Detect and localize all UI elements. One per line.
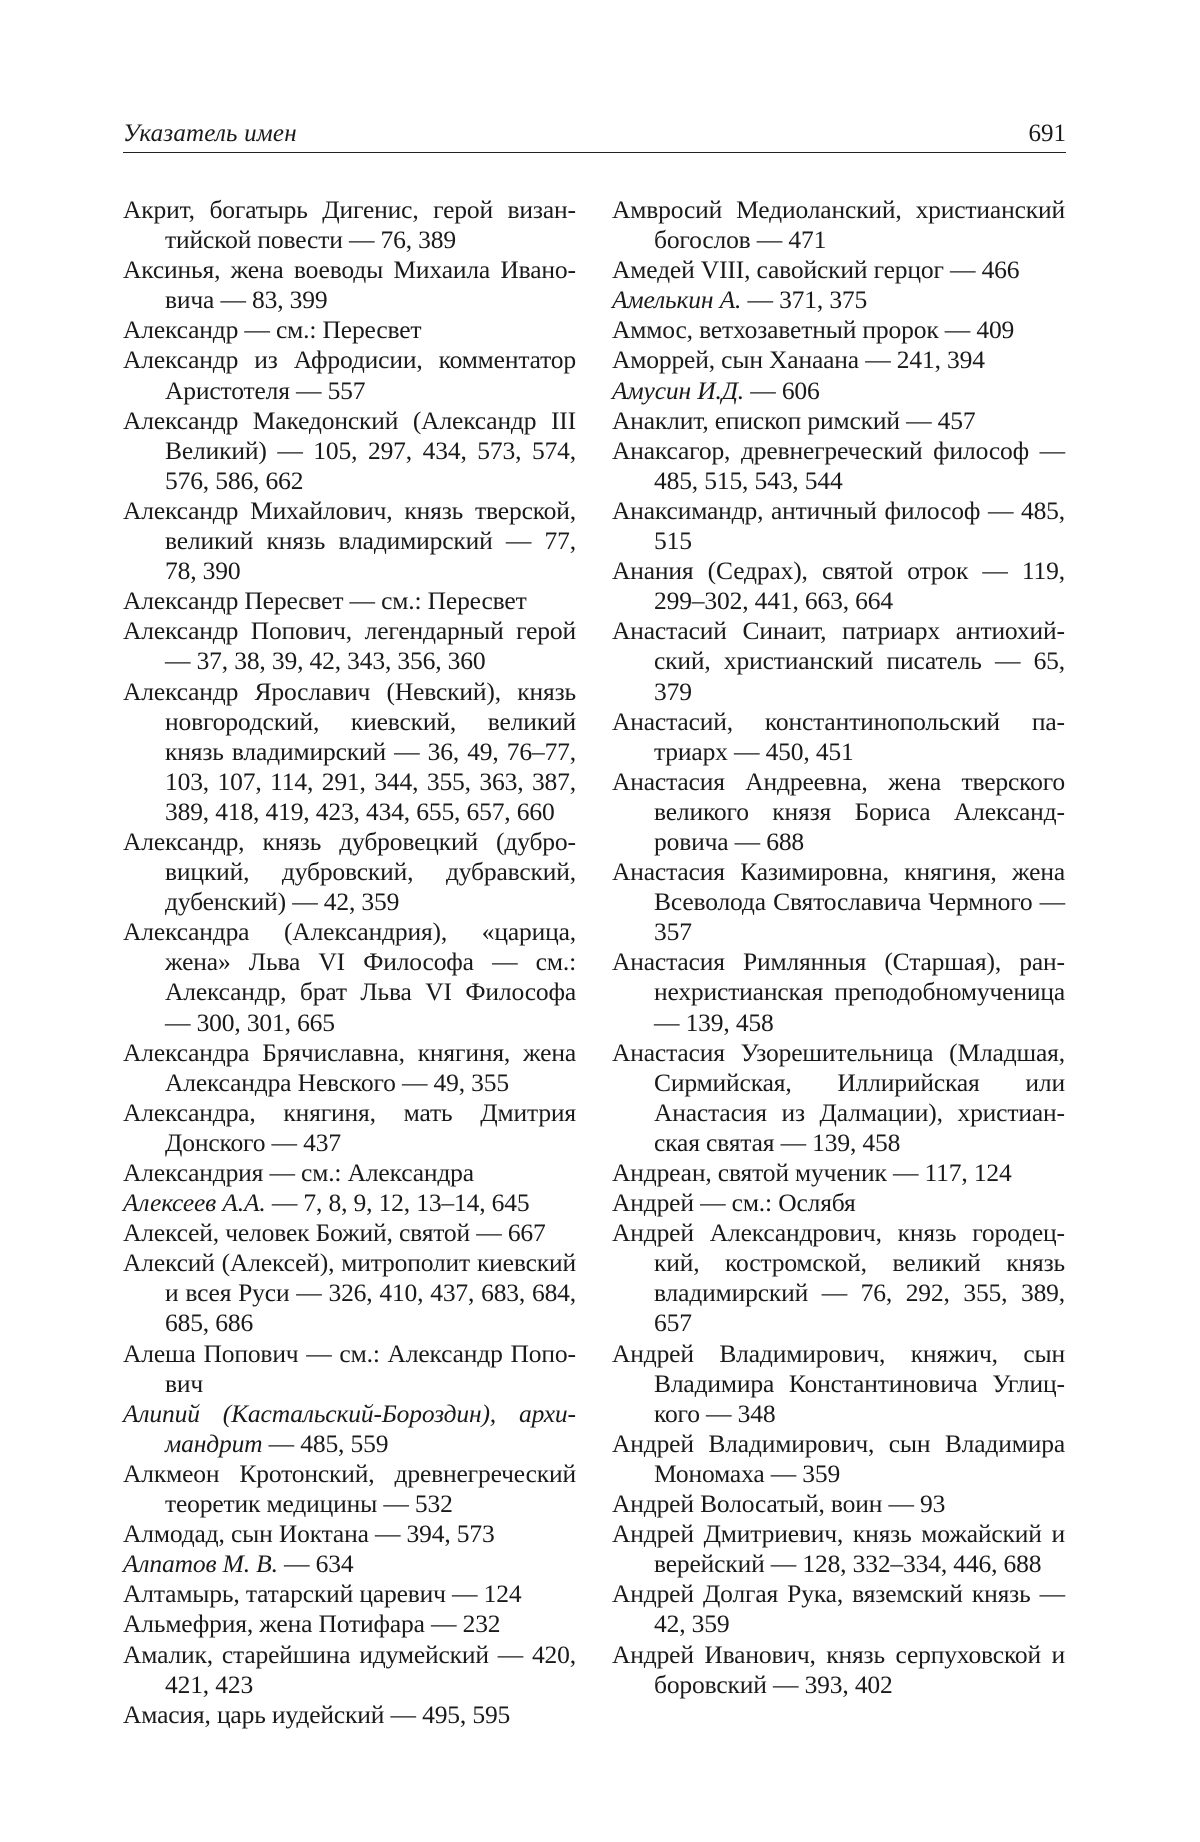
index-entry — [612, 315, 1065, 345]
index-entry-text: Андрей Александрович, князь городецкий, костромской, великий князь владимирский — 76, 292, 355, 389, 657 — [612, 1218, 1065, 1338]
index-entry — [123, 1248, 576, 1338]
index-entry — [123, 406, 576, 496]
index-entry — [123, 255, 576, 315]
index-entry — [123, 1158, 576, 1188]
index-entry — [123, 586, 576, 616]
index-entry — [612, 616, 1065, 706]
index-entry — [612, 767, 1065, 857]
index-entry-text: Аморрей, сын Ханаана — 241, 394 — [612, 345, 985, 375]
index-entry — [612, 1158, 1065, 1188]
index-entry-text: — 634 — [277, 1549, 354, 1579]
index-entry — [612, 1489, 1065, 1519]
index-entry-text: Анаксимандр, античный философ — 485, 515 — [612, 495, 1065, 556]
index-entry-text: — 606 — [744, 375, 820, 405]
index-entry — [123, 496, 576, 586]
index-entry-text: Андрей Владимирович, сын Владимира Мономаха — 359 — [612, 1428, 1065, 1488]
index-entry — [123, 315, 576, 345]
index-entry — [612, 1640, 1065, 1700]
index-entry-text: Александр Попович, легендарный герой — 37, 38, 39, 42, 343, 356, 360 — [123, 616, 576, 676]
index-entry — [612, 1218, 1065, 1338]
index-entry-author-name: Алипий (Кастальский-Бороздин), архимандрит — [123, 1398, 576, 1458]
page-number: 691 — [1028, 120, 1066, 147]
index-entry — [123, 1579, 576, 1609]
index-entry — [612, 345, 1065, 375]
index-entry-text: Александр Ярославич (Невский), князь новгородский, киевский, великий князь владимирский — 36, 49, 76–77, 103, 107, 114, 291, 344, 355, 363, 387, 389, 418, 419, 423, 434, 655, 657, 660 — [123, 676, 576, 826]
index-entry — [612, 195, 1065, 255]
index-entry-text: Амедей VIII, савойский герцог — 466 — [612, 255, 1020, 285]
index-entry-text: Алкмеон Кротонский, древнегреческий теоретик медицины — 532 — [123, 1458, 576, 1519]
index-entry-author-name: Алпатов М. В. — [123, 1549, 278, 1579]
index-entry — [123, 1609, 576, 1639]
index-entry — [123, 1038, 576, 1098]
index-entry-text: Анания (Седрах), святой отрок — 119, 299–302, 441, 663, 664 — [612, 556, 1065, 616]
index-entry-author-name: Алексеев А.А. — [123, 1188, 266, 1218]
index-column-left — [123, 195, 576, 1730]
index-entry — [612, 556, 1065, 616]
index-entry-author-name: Амелькин А. — [612, 285, 742, 315]
index-entry — [123, 1399, 576, 1459]
index-entry-text: Анаклит, епископ римский — 457 — [612, 405, 976, 435]
index-entry — [123, 1188, 576, 1218]
index-entry — [123, 616, 576, 676]
index-entry — [612, 1339, 1065, 1429]
index-entry-text: Анастасия Римлянныя (Старшая), раннехристианская преподобномученица — 139, 458 — [612, 947, 1065, 1037]
index-entry — [123, 1519, 576, 1549]
index-entry-text: Анастасия Казимировна, княгиня, жена Всеволода Святославича Чермного — 357 — [612, 857, 1065, 947]
index-entry — [612, 947, 1065, 1037]
index-entry — [612, 255, 1065, 285]
index-entry-text: Александрия — см.: Александра — [123, 1158, 474, 1187]
index-entry-text: Амалик, старейшина идумейский — 420, 421, 423 — [123, 1639, 576, 1699]
index-entry-text: Амвросий Медиоланский, христианский богослов — 471 — [612, 195, 1065, 255]
index-entry-text: Анаксагор, древнегреческий философ — 485, 515, 543, 544 — [612, 435, 1065, 495]
index-entry-text: Анастасий Синаит, патриарх антиохийский, христианский писатель — 65, 379 — [612, 616, 1065, 706]
index-entry — [612, 406, 1065, 436]
index-entry-text: Александр Македонский (Александр III Великий) — 105, 297, 434, 573, 574, 576, 586, 662 — [123, 405, 576, 495]
index-entry-text: Алексий (Алексей), митрополит киевский и всея Руси — 326, 410, 437, 683, 684, 685, 686 — [123, 1248, 576, 1338]
index-entry — [123, 195, 576, 255]
index-entry-text: Анастасия Андреевна, жена тверского великого князя Бориса Александровича — 688 — [612, 766, 1065, 856]
index-entry — [612, 707, 1065, 767]
index-entry — [123, 1218, 576, 1248]
index-entry-text: Анастасий, константинопольский патриарх — 450, 451 — [612, 706, 1065, 766]
index-entry — [123, 827, 576, 917]
index-entry-text: Алтамырь, татарский царевич — 124 — [123, 1579, 522, 1609]
index-entry-text: — 371, 375 — [741, 285, 868, 315]
index-entry-text: Александр Михайлович, князь тверской, великий князь владимирский — 77, 78, 390 — [123, 495, 576, 586]
index-entry-text: Андрей Дмитриевич, князь можайский и верейский — 128, 332–334, 446, 688 — [612, 1519, 1065, 1579]
index-entry — [612, 1188, 1065, 1218]
index-entry-text: — 7, 8, 9, 12, 13–14, 645 — [265, 1188, 530, 1218]
index-entry-text: Аксинья, жена воеводы Михаила Ивановича — 83, 399 — [123, 255, 576, 315]
index-entry-text: Андрей Владимирович, княжич, сын Владимира Константиновича Углицкого — 348 — [612, 1338, 1065, 1428]
index-entry-text: Александра Брячиславна, княгиня, жена Александра Невского — 49, 355 — [123, 1037, 576, 1097]
index-entry — [123, 1339, 576, 1399]
index-entry-text: Александр — см.: Пересвет — [123, 315, 422, 345]
index-entry-text: Андреан, святой мученик — 117, 124 — [612, 1158, 1012, 1187]
index-entry — [123, 917, 576, 1037]
index-entry-text: Альмефрия, жена Потифара — 232 — [123, 1609, 501, 1639]
index-entry — [612, 285, 1065, 315]
index-entry-text: Алексей, человек Божий, святой — 667 — [123, 1218, 546, 1248]
index-entry — [612, 376, 1065, 406]
index-entry — [123, 1549, 576, 1579]
index-entry — [123, 1098, 576, 1158]
index-entry — [612, 857, 1065, 947]
index-entry-text: Александра, княгиня, мать Дмитрия Донского — 437 — [123, 1097, 576, 1157]
index-entry — [612, 1519, 1065, 1579]
index-entry-text: Андрей Иванович, князь серпуховской и боровский — 393, 402 — [612, 1639, 1065, 1699]
index-entry-text: Акрит, богатырь Дигенис, герой византийской повести — 76, 389 — [123, 195, 576, 255]
index-entry — [123, 677, 576, 827]
index-entry — [612, 496, 1065, 556]
index-entry-text: Андрей Волосатый, воин — 93 — [612, 1489, 946, 1519]
index-entry — [612, 1579, 1065, 1639]
index-entry — [123, 1700, 576, 1730]
index-entry-text: Алмодад, сын Иоктана — 394, 573 — [123, 1519, 495, 1549]
index-column-right — [612, 195, 1065, 1700]
index-entry-text: Аммос, ветхозаветный пророк — 409 — [612, 315, 1015, 345]
index-entry — [612, 1038, 1065, 1158]
index-entry-text: Андрей — см.: Ослябя — [612, 1188, 856, 1218]
index-entry — [123, 345, 576, 405]
running-head — [123, 118, 1066, 153]
index-entry-author-name: Амусин И.Д. — [612, 375, 745, 405]
index-entry-text: Александр Пересвет — см.: Пересвет — [123, 586, 527, 616]
index-entry-text: — 485, 559 — [262, 1428, 389, 1458]
index-entry — [612, 436, 1065, 496]
index-entry — [123, 1459, 576, 1519]
index-entry-text: Анастасия Узорешительница (Младшая, Сирмийская, Иллирийская или Анастасия из Далмации), христианская святая — 139, 458 — [612, 1037, 1065, 1157]
index-entry-text: Амасия, царь иудейский — 495, 595 — [123, 1699, 511, 1729]
index-entry — [123, 1640, 576, 1700]
index-entry-text: Алеша Попович — см.: Александр Попович — [123, 1338, 576, 1398]
running-head-title: Указатель имен — [123, 120, 297, 147]
index-entry-text: Андрей Долгая Рука, вяземский князь — 42, 359 — [612, 1579, 1065, 1639]
index-entry-text: Александра (Александрия), «царица, жена» Льва VI Философа — см.: Александр, брат Льва VI Философа — 300, 301, 665 — [123, 917, 576, 1037]
index-entry-text: Александр из Афродисии, комментатор Аристотеля — 557 — [123, 345, 576, 405]
index-entry — [612, 1429, 1065, 1489]
index-entry-text: Александр, князь дубровецкий (дубровицкий, дубровский, дубравский, дубенский) — 42, 359 — [123, 826, 576, 917]
